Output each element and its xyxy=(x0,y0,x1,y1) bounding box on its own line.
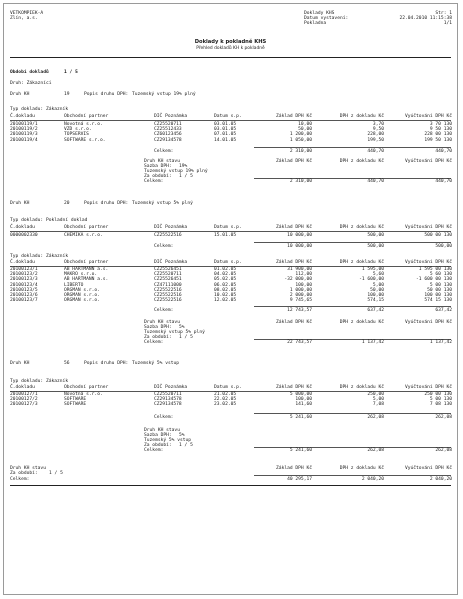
block2-row-0-cell-4: 10 000,00 xyxy=(287,233,312,238)
block3-row-1-cell-0: 20100123/2 xyxy=(10,272,38,278)
block1-row-2-cell-3: 07.01.05 xyxy=(214,132,237,138)
block3-col-header-0: Č.dokladu xyxy=(10,260,35,265)
block4-row-1-cell-1: SOFTWARE xyxy=(64,397,87,403)
block1-sub-v2: 19% xyxy=(179,163,188,169)
report-subtitle: Přehled dokladů KH k pokladně xyxy=(196,46,265,51)
block3-row-6-cell-1: ORGMAN s.r.o. xyxy=(64,298,100,304)
header-right-value-3: 1/1 xyxy=(443,21,452,26)
block3-sub-base: 22 743,57 xyxy=(287,340,312,346)
block1-row-0-cell-0: 20100119/1 xyxy=(10,122,38,127)
block1-row-3-cell-0: 20100119/4 xyxy=(10,137,38,143)
block3-col-header-3: Datum s.p. xyxy=(214,260,242,265)
block1-sub-l3: Tuzemský vstup 19% plný xyxy=(144,168,208,174)
block1-row-3-cell-5: 199,50 xyxy=(367,137,384,143)
block2-col-header-2: DIČ Poznámka xyxy=(154,225,188,230)
block1-row-0-cell-5: 3,70 xyxy=(372,122,384,127)
block3-row-2-cell-5: -1 600,00 xyxy=(359,277,384,283)
block3-row-0-cell-3: 01.02.05 xyxy=(214,267,237,272)
block4-sub-base: 5 241,60 xyxy=(289,447,312,453)
grand-vat: 2 040,20 xyxy=(361,477,384,482)
block1-row-2-cell-4: 1 200,00 xyxy=(289,132,312,138)
block1-row-1-cell-6: 9 50 130 xyxy=(429,127,452,133)
block1-sub-l2: Sazba DPH: xyxy=(144,163,172,169)
block4-row-1-cell-3: 22.02.05 xyxy=(214,397,237,403)
grand-vat2: 2 040,20 xyxy=(429,477,452,482)
header-right-value-1: Str: 1 xyxy=(435,11,452,16)
section1-label: Druh KH xyxy=(10,92,30,97)
block3-sub-l4: Za období: xyxy=(144,335,172,341)
block4-col-header-6: Vyúčtování DPH Kč xyxy=(404,385,452,390)
block3-sub-v4: 1 / 5 xyxy=(179,335,193,341)
block3-row-3-cell-6: 5 00 130 xyxy=(429,282,452,288)
block4-row-1-cell-0: 20100127/2 xyxy=(10,397,38,403)
block3-row-3-cell-1: LIBERTO xyxy=(64,282,84,288)
block1-row-0-cell-4: 10,00 xyxy=(298,122,312,127)
block3-row-3-cell-4: 100,00 xyxy=(295,282,312,288)
grand-v2: 1 / 5 xyxy=(49,471,63,476)
block3-sub-vat: 1 137,42 xyxy=(361,340,384,346)
block2-total-base: 10 000,00 xyxy=(287,244,312,250)
grand-base: 40 295,17 xyxy=(287,477,312,482)
block1-sub-total-label: Celkem: xyxy=(144,178,164,184)
block1-row-3-cell-2: CZ29134578 xyxy=(154,137,182,143)
block3-total-vat: 637,42 xyxy=(367,308,384,314)
block4-row-2-cell-5: 7,08 xyxy=(372,402,384,408)
block4-row-2-cell-4: 141,60 xyxy=(295,402,312,408)
block3-row-1-cell-1: MAKRO s.r.o. xyxy=(64,272,98,278)
block1-col-header-2: DIČ Poznámka xyxy=(154,114,188,119)
report-title: Doklady k pokladně KHS xyxy=(194,39,267,45)
block3-row-3-cell-5: 5,00 xyxy=(372,282,384,288)
block3-row-6-cell-2: CZ25522516 xyxy=(154,298,182,304)
block3-row-1-cell-2: CZ25520711 xyxy=(154,272,182,278)
block2-row-0-cell-1: CHEMIKA s.r.o. xyxy=(64,233,103,238)
grand-line xyxy=(254,475,451,476)
block4-col-header-0: Č.dokladu xyxy=(10,385,35,390)
block2-row-0-cell-6: 500 00 130 xyxy=(424,233,452,238)
block4-row-0-cell-1: Novotná s.r.o. xyxy=(64,392,103,397)
section3-code: 56 xyxy=(64,361,70,366)
section1-sum-label: Popis druhu DPH: xyxy=(84,92,129,97)
block1-row-3-cell-6: 199 50 130 xyxy=(424,137,452,143)
grand-l2: Za období: xyxy=(10,471,38,476)
header-divider xyxy=(10,57,451,58)
block1-sub-vat: 440,70 xyxy=(367,178,384,184)
block4-col-header-1: Obchodní partner xyxy=(64,385,109,390)
block3-row-4-cell-2: CZ25522516 xyxy=(154,287,182,293)
block4-row-1-cell-4: 100,00 xyxy=(295,397,312,403)
block3-row-4-cell-1: ORGMAN s.r.o. xyxy=(64,287,100,293)
block1-total-line xyxy=(254,147,451,148)
block4-row-0-cell-3: 21.02.05 xyxy=(214,392,237,397)
block3-row-4-cell-3: 08.02.05 xyxy=(214,287,237,293)
block3-row-1-cell-4: 112,00 xyxy=(295,272,312,278)
block2-total-label: Celkem: xyxy=(154,244,174,250)
block3-row-6-cell-3: 12.02.05 xyxy=(214,298,237,304)
block1-sub-l1: Druh KH stavu xyxy=(144,158,180,164)
block3-row-1-cell-3: 04.02.05 xyxy=(214,272,237,278)
block3-row-0-cell-0: 20100123/1 xyxy=(10,267,38,272)
block4-row-0-cell-5: 250,00 xyxy=(367,392,384,397)
section3-sum-text: Tuzemský 5% vstup xyxy=(132,361,180,366)
block1-col-header-6: Vyúčtování DPH Kč xyxy=(404,114,452,119)
block4-row-1-cell-6: 5 00 130 xyxy=(429,397,452,403)
block3-sub-v2: 5% xyxy=(179,325,185,331)
block4-col-header-3: Datum s.p. xyxy=(214,385,242,390)
block4-row-0-cell-6: 250 00 130 xyxy=(424,392,452,397)
block2-header-underline xyxy=(10,231,451,232)
section3-label: Druh KH xyxy=(10,361,30,366)
block2-row-0-cell-3: 15.01.05 xyxy=(214,233,237,238)
block4-sub-total-label: Celkem: xyxy=(144,447,164,453)
block2-col-header-4: Základ DPH Kč xyxy=(276,225,312,230)
period-value: 1 / 5 xyxy=(64,70,78,75)
block3-col-header-6: Vyúčtování DPH Kč xyxy=(404,260,452,265)
block1-col-header-0: Č.dokladu xyxy=(10,114,35,119)
block3-col-header-4: Základ DPH Kč xyxy=(276,260,312,265)
block3-sub-l1: Druh KH stavu xyxy=(144,320,180,326)
block1-row-1-cell-0: 20100119/2 xyxy=(10,127,38,133)
block4-row-0-cell-4: 5 000,00 xyxy=(289,392,312,397)
block3-sub-total-label: Celkem: xyxy=(144,340,164,346)
block1-row-1-cell-5: 9,50 xyxy=(372,127,384,133)
block4-row-2-cell-3: 23.02.05 xyxy=(214,402,237,408)
block3-total-vat2: 637,42 xyxy=(435,308,452,314)
block1-row-2-cell-2: CZ60123456 xyxy=(154,132,182,138)
block4-row-2-cell-2: CZ29134578 xyxy=(154,402,182,408)
grand-h3: Vyúčtování DPH Kč xyxy=(404,466,452,471)
block3-row-6-cell-0: 20100123/7 xyxy=(10,298,38,304)
block3-sub-vat2: 1 137,42 xyxy=(429,340,452,346)
block1-row-3-cell-3: 14.01.05 xyxy=(214,137,237,143)
block1-sub-h3: Vyúčtování DPH Kč xyxy=(404,158,452,164)
block1-total-label: Celkem: xyxy=(154,148,174,154)
block2-row-0-cell-2: CZ25522516 xyxy=(154,233,182,238)
block3-col-header-2: DIČ Poznámka xyxy=(154,260,188,265)
block1-row-2-cell-5: 228,00 xyxy=(367,132,384,138)
block3-sub-l2: Sazba DPH: xyxy=(144,325,172,331)
block1-col-header-1: Obchodní partner xyxy=(64,114,109,119)
group-label: Druh: Zákazníci xyxy=(10,81,52,86)
block4-sub-l3: Tuzemský 5% vstup xyxy=(144,437,192,443)
block4-total-vat2: 262,08 xyxy=(435,414,452,420)
block1-sub-l4: Za období: xyxy=(144,173,172,179)
block1-row-2-cell-0: 20100119/3 xyxy=(10,132,38,138)
block1-sub-h1: Základ DPH Kč xyxy=(276,158,312,164)
block1-row-0-cell-2: CZ25520711 xyxy=(154,122,182,127)
block2-col-header-5: DPH z dokladu Kč xyxy=(339,225,384,230)
block3-row-0-cell-5: 1 595,00 xyxy=(361,267,384,272)
block3-sub-h1: Základ DPH Kč xyxy=(276,320,312,326)
block1-sub-h2: DPH z dokladu Kč xyxy=(339,158,384,164)
block1-row-2-cell-6: 228 00 130 xyxy=(424,132,452,138)
block3-row-6-cell-5: 574,15 xyxy=(367,298,384,304)
block3-row-2-cell-2: CZ25526451 xyxy=(154,277,182,283)
block4-total-base: 5 241,60 xyxy=(289,414,312,420)
block4-total-line xyxy=(254,413,451,414)
block2-total-line xyxy=(254,242,451,243)
block3-row-5-cell-0: 20100123/6 xyxy=(10,293,38,298)
block3-row-6-cell-6: 574 15 130 xyxy=(424,298,452,304)
block2-col-header-6: Vyúčtování DPH Kč xyxy=(404,225,452,230)
block4-total-vat: 262,08 xyxy=(367,414,384,420)
block4-sub-l1: Druh KH stavu xyxy=(144,427,180,433)
block3-row-1-cell-5: 5,60 xyxy=(372,272,384,278)
section3-sum-label: Popis druhu DPH: xyxy=(84,361,129,366)
block3-row-2-cell-6: -1 600 00 130 xyxy=(416,277,452,283)
block4-col-header-5: DPH z dokladu Kč xyxy=(339,385,384,390)
block4-row-1-cell-5: 5,00 xyxy=(372,397,384,403)
block4-row-2-cell-1: SOFTWARE xyxy=(64,402,87,408)
block3-row-5-cell-1: ORGMAN s.r.o. xyxy=(64,293,100,298)
block1-row-1-cell-1: VZD s.r.o. xyxy=(64,127,92,133)
block1-sub-base: 2 310,00 xyxy=(289,178,312,184)
block3-row-0-cell-4: 31 900,00 xyxy=(287,267,312,272)
block1-row-3-cell-1: SOFTWARE s.r.o. xyxy=(64,137,106,143)
grand-l1: Druh KH stavu xyxy=(10,466,46,471)
block3-row-4-cell-6: 50 00 130 xyxy=(427,287,452,293)
block1-sub-v4: 1 / 5 xyxy=(179,173,193,179)
header-right-value-2: 22.04.2010 11:15:38 xyxy=(399,16,452,21)
block4-sub-l4: Za období: xyxy=(144,442,172,448)
block1-col-header-4: Základ DPH Kč xyxy=(276,114,312,119)
footer-divider xyxy=(10,485,451,486)
block3-total-base: 12 743,57 xyxy=(287,308,312,314)
block4-row-2-cell-6: 7 08 130 xyxy=(429,402,452,408)
section2-sum-label: Popis druhu DPH: xyxy=(84,201,129,206)
block4-total-label: Celkem: xyxy=(154,414,174,420)
header-right-label-1: Doklady KHS xyxy=(304,11,335,16)
block3-row-5-cell-5: 100,00 xyxy=(367,293,384,298)
block3-row-0-cell-6: 1 595 00 130 xyxy=(418,267,452,272)
block1-row-1-cell-4: 50,00 xyxy=(298,127,312,133)
block1-row-0-cell-1: Novotná s.r.o. xyxy=(64,122,103,127)
block4-sub-v4: 1 / 5 xyxy=(179,442,193,448)
block1-sub-vat2: 440,70 xyxy=(435,178,452,184)
block4-col-header-4: Základ DPH Kč xyxy=(276,385,312,390)
block4-sub-l2: Sazba DPH: xyxy=(144,432,172,438)
block2-total-vat2: 500,00 xyxy=(435,244,452,250)
block3-row-3-cell-2: CZ47111000 xyxy=(154,282,182,288)
block3-col-header-5: DPH z dokladu Kč xyxy=(339,260,384,265)
block3-row-2-cell-0: 20100123/3 xyxy=(10,277,38,283)
section1-sum-text: Tuzemský vstup 19% plný xyxy=(132,92,196,97)
section2-code: 20 xyxy=(64,201,70,206)
block3-row-0-cell-2: CZ25526451 xyxy=(154,267,182,272)
block3-row-4-cell-4: 1 000,00 xyxy=(289,287,312,293)
block1-total-vat2: 440,70 xyxy=(435,148,452,154)
block3-row-5-cell-4: 2 000,00 xyxy=(289,293,312,298)
block4-sub-vat2: 262,08 xyxy=(435,447,452,453)
company-name: VETKOMPIEK-A xyxy=(10,11,44,16)
grand-h2: DPH z dokladu Kč xyxy=(339,466,384,471)
block3-total-line xyxy=(254,306,451,307)
block1-header-underline xyxy=(10,120,451,121)
block3-row-3-cell-0: 20100123/4 xyxy=(10,282,38,288)
block3-row-2-cell-3: 05.02.05 xyxy=(214,277,237,283)
section2-sum-text: Tuzemský vstup 5% plný xyxy=(132,201,193,206)
block3-row-5-cell-3: 10.02.05 xyxy=(214,293,237,298)
block2-title: Typ dokladu: Pokladní doklad xyxy=(10,218,88,223)
block3-row-3-cell-3: 06.02.05 xyxy=(214,282,237,288)
header-right-label-2: Datum vystavení: xyxy=(304,16,349,21)
block3-title: Typ dokladu: Zákazník xyxy=(10,254,69,259)
block1-total-base: 2 310,00 xyxy=(289,148,312,154)
block3-row-2-cell-4: -32 000,00 xyxy=(284,277,312,283)
grand-h1: Základ DPH Kč xyxy=(276,466,312,471)
block3-row-5-cell-2: CZ25522516 xyxy=(154,293,182,298)
block1-row-0-cell-3: 03.01.05 xyxy=(214,122,237,127)
block3-row-1-cell-6: 5 60 130 xyxy=(429,272,452,278)
grand-l3: Celkem: xyxy=(10,477,30,482)
block4-row-0-cell-0: 20100127/1 xyxy=(10,392,38,397)
block1-row-0-cell-6: 3 70 130 xyxy=(429,122,452,127)
block4-row-0-cell-2: CZ25520711 xyxy=(154,392,182,397)
block3-row-5-cell-6: 100 00 130 xyxy=(424,293,452,298)
section1-code: 19 xyxy=(64,92,70,97)
report-page xyxy=(3,3,458,595)
block3-total-label: Celkem: xyxy=(154,308,174,314)
block2-col-header-0: Č.dokladu xyxy=(10,225,35,230)
block4-row-1-cell-2: CZ29134578 xyxy=(154,397,182,403)
block2-col-header-3: Datum s.p. xyxy=(214,225,242,230)
block4-sub-v2: 5% xyxy=(179,432,185,438)
header-right-label-3: Pokladna xyxy=(304,21,327,26)
block1-col-header-5: DPH z dokladu Kč xyxy=(339,114,384,119)
block3-sub-h3: Vyúčtování DPH Kč xyxy=(404,320,452,326)
block1-total-vat: 440,70 xyxy=(367,148,384,154)
block3-sub-h2: DPH z dokladu Kč xyxy=(339,320,384,326)
block3-col-header-1: Obchodní partner xyxy=(64,260,109,265)
period-label: Období dokladů xyxy=(10,70,49,75)
block4-sub-vat: 262,08 xyxy=(367,447,384,453)
company-city: Zlín, a.s. xyxy=(10,16,38,21)
block3-row-6-cell-4: 9 745,65 xyxy=(289,298,312,304)
block1-row-1-cell-3: 03.01.05 xyxy=(214,127,237,133)
section2-label: Druh KH xyxy=(10,201,30,206)
block1-title: Typ dokladu: Zákazník xyxy=(10,107,69,112)
block3-sub-l3: Tuzemský vstup 5% plný xyxy=(144,330,205,336)
block4-row-2-cell-0: 20100127/3 xyxy=(10,402,38,408)
block1-row-2-cell-1: TOPSERVIS xyxy=(64,132,89,138)
block4-title: Typ dokladu: Zákazník xyxy=(10,379,69,384)
block4-col-header-2: DIČ Poznámka xyxy=(154,385,188,390)
block2-col-header-1: Obchodní partner xyxy=(64,225,109,230)
block1-row-1-cell-2: CZ25512433 xyxy=(154,127,182,133)
block2-row-0-cell-0: 0000002330 xyxy=(10,233,38,238)
block1-row-3-cell-4: 1 050,00 xyxy=(289,137,312,143)
block3-row-0-cell-1: AB HARTMANN a.s. xyxy=(64,267,109,272)
block3-row-4-cell-0: 20100123/5 xyxy=(10,287,38,293)
block2-row-0-cell-5: 500,00 xyxy=(367,233,384,238)
block3-row-4-cell-5: 50,00 xyxy=(370,287,384,293)
block3-row-2-cell-1: AB HARTMANN a.s. xyxy=(64,277,109,283)
block1-col-header-3: Datum s.p. xyxy=(214,114,242,119)
block2-total-vat: 500,00 xyxy=(367,244,384,250)
